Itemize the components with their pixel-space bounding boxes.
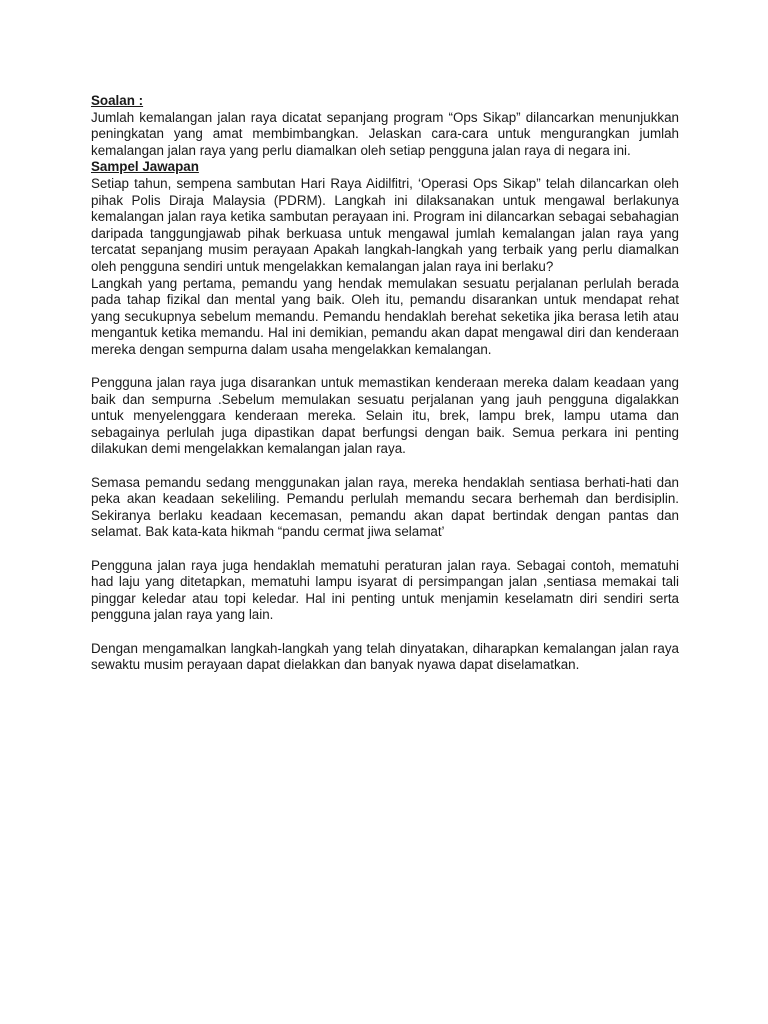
answer-conclusion-paragraph: Dengan mengamalkan langkah-langkah yang telah dinyatakan, diharapkan kemalangan jalan raya sewaktu musim perayaan dapat dielakkan dan banyak nyawa dapat diselamatkan. xyxy=(91,640,679,673)
answer-paragraph-1: Langkah yang pertama, pemandu yang hendak memulakan sesuatu perjalanan perlulah berada pada tahap fizikal dan mental yang baik. Oleh itu, pemandu disarankan untuk mendapat rehat yang secukupnya sebelum memandu. Pemandu hendaklah berehat seketika jika berasa letih atau mengantuk ketika memandu. Hal ini demikian, pemandu akan dapat mengawal diri dan kenderaan mereka dengan sempurna dalam usaha mengelakkan kemalangan. xyxy=(91,275,679,357)
answer-paragraph-2: Pengguna jalan raya juga disarankan untuk memastikan kenderaan mereka dalam keadaan yang baik dan sempurna .Sebelum memulakan sesuatu perjalanan yang jauh pengguna digalakkan untuk menyelenggara kenderaan mereka. Selain itu, brek, lampu brek, lampu utama dan sebagainya perlulah juga dipastikan dapat berfungsi dengan baik. Semua perkara ini penting dilakukan demi mengelakkan kemalangan jalan raya. xyxy=(91,375,679,457)
question-heading: Soalan : xyxy=(91,93,144,108)
answer-paragraph-3: Semasa pemandu sedang menggunakan jalan raya, mereka hendaklah sentiasa berhati-hati dan peka akan keadaan sekeliling. Pemandu perlulah memandu secara berhemah dan berdisiplin. Sekiranya berlaku keadaan kecemasan, pemandu akan dapat bertindak dengan pantas dan selamat. Bak kata-kata hikmah “pandu cermat jiwa selamat’ xyxy=(91,474,679,540)
document-page xyxy=(91,93,679,674)
answer-intro-paragraph: Setiap tahun, sempena sambutan Hari Raya Aidilfitri, ‘Operasi Ops Sikap” telah dilancarkan oleh pihak Polis Diraja Malaysia (PDRM). Langkah ini dilaksanakan untuk mengawal berlakunya kemalangan jalan raya ketika sambutan perayaan ini. Program ini dilancarkan sebagai sebahagian daripada tanggungjawab pihak berkuasa untuk mengawal jumlah kemalangan jalan raya yang tercatat sepanjang musim perayaan Apakah langkah-langkah yang terbaik yang perlu diamalkan oleh pengguna sendiri untuk mengelakkan kemalangan jalan raya ini berlaku? xyxy=(91,175,679,274)
answer-heading: Sampel Jawapan xyxy=(91,159,199,175)
answer-paragraph-4: Pengguna jalan raya juga hendaklah mematuhi peraturan jalan raya. Sebagai contoh, mematuhi had laju yang ditetapkan, mematuhi lampu isyarat di persimpangan jalan ,sentiasa memakai tali pinggar keledar atau topi keledar. Hal ini penting untuk menjamin keselamatn diri sendiri serta pengguna jalan raya yang lain. xyxy=(91,557,679,623)
question-text: Jumlah kemalangan jalan raya dicatat sepanjang program “Ops Sikap” dilancarkan menunjukkan peningkatan yang amat membimbangkan. Jelaskan cara-cara untuk mengurangkan jumlah kemalangan jalan raya yang perlu diamalkan oleh setiap pengguna jalan raya di negara ini. xyxy=(91,109,679,158)
